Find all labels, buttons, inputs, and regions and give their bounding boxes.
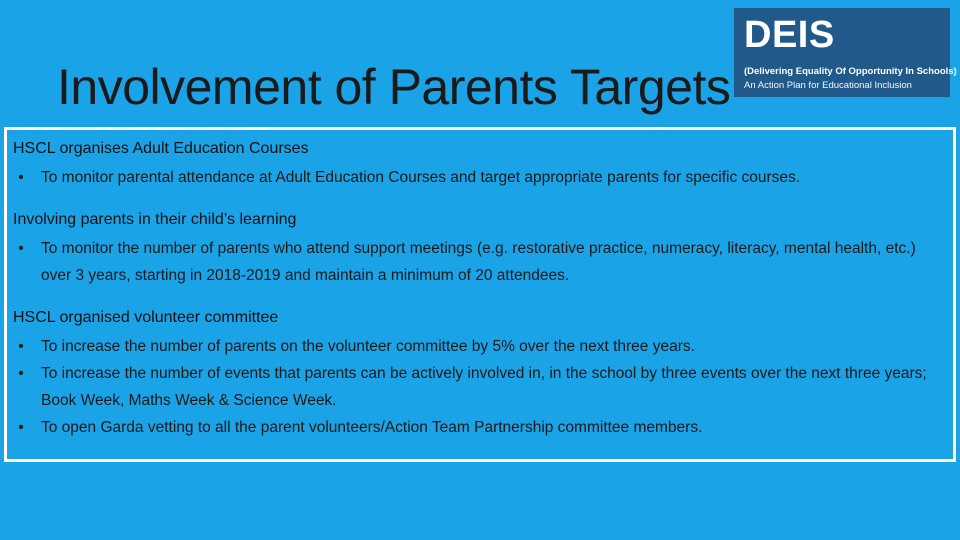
- bullet-dot-icon: •: [18, 419, 24, 436]
- section-heading: Involving parents in their child’s learning: [13, 211, 297, 228]
- bullet-text: To monitor parental attendance at Adult Education Courses and target appropriate parents for specific courses.: [41, 169, 801, 186]
- bullet-item: [13, 164, 947, 191]
- deis-logo: [734, 8, 957, 97]
- bullet-list: [13, 235, 947, 289]
- slide-title: Involvement of Parents Targets: [57, 59, 731, 115]
- bullet-list: [13, 333, 947, 441]
- section-heading: HSCL organised volunteer committee: [13, 309, 279, 326]
- bullet-dot-icon: •: [18, 240, 24, 257]
- section-adult-education: [13, 138, 947, 191]
- content-box: [4, 127, 956, 462]
- bullet-item: [13, 333, 947, 360]
- section-volunteer-committee: [13, 307, 947, 441]
- bullet-item: [13, 360, 947, 414]
- logo-wordmark: DEIS: [744, 14, 835, 56]
- bullet-text: To open Garda vetting to all the parent volunteers/Action Team Partnership committee members.: [41, 419, 703, 436]
- bullet-dot-icon: •: [18, 338, 24, 355]
- bullet-item: [13, 235, 947, 289]
- logo-subtitle: An Action Plan for Educational Inclusion: [744, 80, 912, 91]
- bullet-text: To increase the number of parents on the volunteer committee by 5% over the next three years.: [41, 338, 695, 355]
- logo-tagline: (Delivering Equality Of Opportunity In Schools): [744, 66, 957, 77]
- bullet-dot-icon: •: [18, 169, 24, 186]
- section-child-learning: [13, 209, 947, 289]
- bullet-dot-icon: •: [18, 365, 24, 382]
- bullet-item: [13, 414, 947, 441]
- bullet-text: To increase the number of events that parents can be actively involved in, in the school by three events over the next three years; Book Week, Maths Week & Science Week.: [41, 365, 927, 409]
- section-heading: HSCL organises Adult Education Courses: [13, 140, 309, 157]
- bullet-list: [13, 164, 947, 191]
- bullet-text: To monitor the number of parents who attend support meetings (e.g. restorative practice, numeracy, literacy, mental health, etc.) over 3 years, starting in 2018-2019 and maintain a minimum of 20 attendees.: [41, 240, 916, 284]
